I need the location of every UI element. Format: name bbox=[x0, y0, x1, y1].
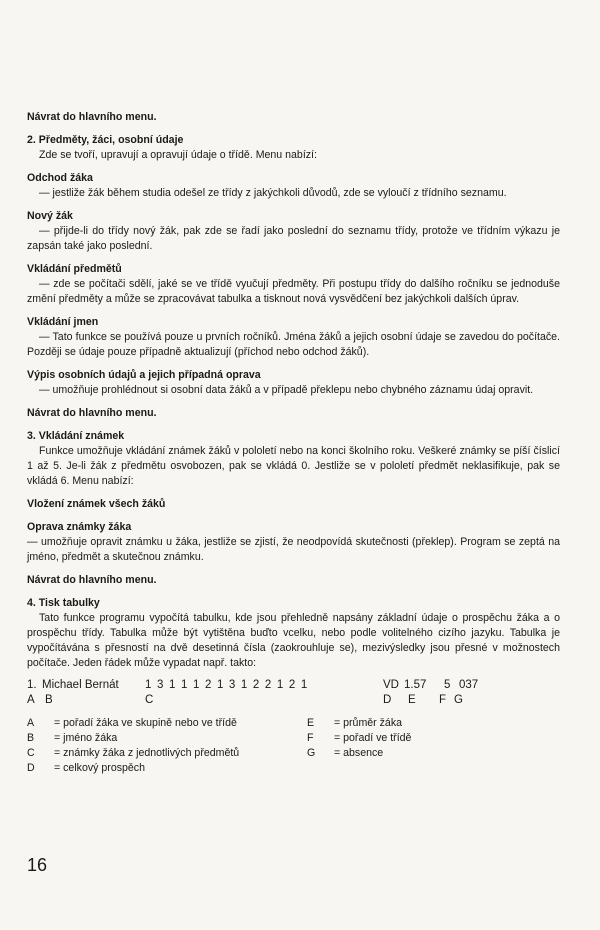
item-text: — umožňuje opravit známku u žáka, jestliže se zjistí, že neodpovídá skutečnosti (překlep). Program se zeptá na jméno, předmět a skutečnou známku. bbox=[27, 536, 560, 563]
section-3-intro: Funkce umožňuje vkládání známek žáků v pololetí nebo na konci školního roku. Veškeré známky se píší číslicí 1 až 5. Je-li žák z předmětu osvobozen, pak se vkládá 0. Jestliže se v pololetí předmět neklasifikuje, pak se vkládá 6. Menu nabízí: bbox=[27, 445, 560, 487]
example-ranking: 5 bbox=[444, 679, 451, 691]
section-2-title: 2. Předměty, žáci, osobní údaje bbox=[27, 134, 184, 146]
item-text: — jestliže žák během studia odešel ze třídy z jakýchkoli důvodů, zde se vyloučí z třídního seznamu. bbox=[39, 187, 507, 199]
example-average: 1.57 bbox=[404, 679, 427, 691]
page-content bbox=[27, 110, 560, 776]
item-title: Vložení známek všech žáků bbox=[27, 498, 166, 510]
legend-key: E bbox=[307, 717, 315, 729]
section-4-title: 4. Tisk tabulky bbox=[27, 597, 100, 609]
legend-key: D bbox=[27, 762, 35, 774]
legend-left bbox=[27, 716, 239, 776]
example-order: 1. bbox=[27, 679, 37, 691]
item-title: Vkládání jmen bbox=[27, 316, 99, 328]
item-text: — zde se počítači sdělí, jaké se ve třídě vyučují předměty. Při postupu třídy do dalšího ročníku se jednoduše změní předměty a může se zpracovávat tabulka a tisknout nová vysvědčení bez jakýchkoli dalších úprav. bbox=[27, 278, 560, 305]
legend-row bbox=[27, 731, 239, 746]
item-title: Oprava známky žáka bbox=[27, 521, 132, 533]
section-4-intro: Tato funkce programu vypočítá tabulku, kde jsou přehledně napsány základní údaje o prospěchu žáka a o prospěchu třídy. Tabulka může být vytištěna buďto vcelku, nebo podle volitelného cizího jazyku. Tabulka je vypočítávána s přesností na dvě desetinná čísla (zaokrouhluje se), mezivýsledky jsou přesné v možnostech počítače. Jeden řádek může vypadat např. takto: bbox=[27, 612, 560, 669]
example-name: Michael Bernát bbox=[42, 679, 119, 691]
item-title: Výpis osobních údajů a jejich případná oprava bbox=[27, 369, 261, 381]
legend-text: = známky žáka z jednotlivých předmětů bbox=[54, 747, 240, 759]
item-text: — Tato funkce se používá pouze u prvních ročníků. Jména žáků a jejich osobní údaje se zavedou do počítače. Později se údaje pouze případně aktualizují (příchod nebo odchod žáků). bbox=[27, 331, 560, 358]
page-number: 16 bbox=[27, 855, 48, 875]
legend-text: = jméno žáka bbox=[54, 732, 118, 744]
legend-key: F bbox=[307, 732, 314, 744]
label-d: D bbox=[383, 694, 392, 706]
example-row bbox=[27, 677, 560, 710]
return-menu-1: Návrat do hlavního menu. bbox=[27, 111, 157, 123]
section-3-title: 3. Vkládání známek bbox=[27, 430, 125, 442]
section-2-intro: Zde se tvoří, upravují a opravují údaje o třídě. Menu nabízí: bbox=[39, 149, 317, 161]
legend-row bbox=[307, 731, 411, 746]
label-a: A bbox=[27, 694, 35, 706]
example-grades: 1 3 1 1 1 2 1 3 1 2 2 1 2 1 bbox=[145, 679, 309, 691]
legend-text: = pořadí žáka ve skupině nebo ve třídě bbox=[54, 717, 237, 729]
legend-key: C bbox=[27, 747, 35, 759]
legend-row bbox=[27, 716, 239, 731]
label-e: E bbox=[408, 694, 416, 706]
legend-text: = pořadí ve třídě bbox=[334, 732, 412, 744]
item-text: — umožňuje prohlédnout si osobní data žáků a v případě překlepu nebo chybného záznamu údaj opravit. bbox=[39, 384, 534, 396]
label-c: C bbox=[145, 694, 154, 706]
legend-row bbox=[307, 746, 411, 761]
item-title: Nový žák bbox=[27, 210, 73, 222]
label-f: F bbox=[439, 694, 447, 706]
legend-key: G bbox=[307, 747, 316, 759]
legend-text: = absence bbox=[334, 747, 384, 759]
legend-row bbox=[27, 746, 239, 761]
legend-row bbox=[307, 716, 411, 731]
return-menu-3: Návrat do hlavního menu. bbox=[27, 574, 157, 586]
legend-key: B bbox=[27, 732, 35, 744]
item-title: Odchod žáka bbox=[27, 172, 93, 184]
legend-right bbox=[307, 716, 411, 761]
example-overall: VD bbox=[383, 679, 399, 691]
legend bbox=[27, 716, 560, 776]
legend-text: = celkový prospěch bbox=[54, 762, 145, 774]
legend-text: = průměr žáka bbox=[334, 717, 403, 729]
label-g: G bbox=[454, 694, 463, 706]
example-absence: 037 bbox=[459, 679, 479, 691]
item-text: — přijde-li do třídy nový žák, pak zde se řadí jako poslední do seznamu třídy, protože ve třídním výkazu je zapsán také jako poslední. bbox=[27, 225, 560, 252]
item-title: Vkládání předmětů bbox=[27, 263, 122, 275]
return-menu-2: Návrat do hlavního menu. bbox=[27, 407, 157, 419]
label-b: B bbox=[45, 694, 53, 706]
legend-row bbox=[27, 761, 239, 776]
legend-key: A bbox=[27, 717, 35, 729]
